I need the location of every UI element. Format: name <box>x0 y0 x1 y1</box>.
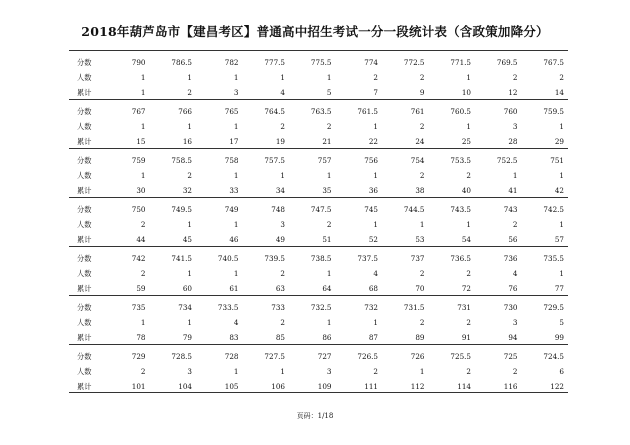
table-cell: 743 <box>503 205 518 214</box>
table-cell: 105 <box>224 382 239 391</box>
table-cell: 725 <box>503 352 518 361</box>
table-cell: 68 <box>368 284 378 293</box>
table-cell: 729.5 <box>543 303 564 312</box>
table-cell: 765 <box>224 107 239 116</box>
table-cell: 22 <box>368 137 378 146</box>
table-cell: 2 <box>280 269 285 278</box>
table-cell: 109 <box>317 382 332 391</box>
table-cell: 41 <box>508 186 518 195</box>
table-cell: 735 <box>131 303 146 312</box>
table-cell: 1 <box>326 269 332 278</box>
table-cell: 1 <box>419 220 425 229</box>
table-cell: 1 <box>559 171 564 180</box>
table-cell: 89 <box>415 333 425 342</box>
table-cell: 21 <box>322 137 332 146</box>
table-cell: 735.5 <box>543 254 564 263</box>
table-cell: 754 <box>410 156 425 165</box>
table-cell: 1 <box>466 220 471 229</box>
table-cell: 741.5 <box>171 254 192 263</box>
table-cell: 732 <box>364 303 378 312</box>
table-cell: 760.5 <box>450 107 471 116</box>
table-cell: 4 <box>373 269 378 278</box>
row-label: 人数 <box>77 170 92 180</box>
table-cell: 1 <box>466 73 471 82</box>
table-cell: 91 <box>461 333 471 342</box>
row-label: 人数 <box>77 317 92 327</box>
table-cell: 742 <box>131 254 146 263</box>
table-cell: 24 <box>415 137 425 146</box>
table-cell: 2 <box>419 318 425 327</box>
count-row <box>69 119 568 134</box>
table-cell: 763.5 <box>310 107 332 116</box>
table-cell: 738.5 <box>310 254 332 263</box>
row-label: 分数 <box>77 253 92 263</box>
table-cell: 101 <box>131 382 146 391</box>
table-cell: 767.5 <box>543 58 564 67</box>
table-cell: 2 <box>326 122 332 131</box>
table-cell: 2 <box>419 171 425 180</box>
table-cell: 761 <box>410 107 425 116</box>
table-cell: 1 <box>187 318 192 327</box>
table-cell: 724.5 <box>543 352 564 361</box>
table-cell: 5 <box>559 318 564 327</box>
table-cell: 733 <box>271 303 285 312</box>
table-cell: 727.5 <box>264 352 285 361</box>
table-cell: 1 <box>373 318 378 327</box>
row-label: 人数 <box>77 268 92 278</box>
table-cell: 2 <box>280 122 285 131</box>
table-cell: 122 <box>550 382 564 391</box>
table-cell: 29 <box>554 137 564 146</box>
score-row <box>69 104 568 119</box>
table-cell: 759.5 <box>543 107 564 116</box>
table-cell: 736.5 <box>450 254 471 263</box>
table-cell: 35 <box>322 186 332 195</box>
count-row <box>69 168 568 183</box>
table-cell: 32 <box>182 186 192 195</box>
table-cell: 86 <box>322 333 332 342</box>
table-cell: 1 <box>559 269 564 278</box>
table-cell: 742.5 <box>543 205 564 214</box>
table-cell: 758.5 <box>171 156 192 165</box>
table-cell: 3 <box>326 367 332 376</box>
table-cell: 116 <box>503 382 518 391</box>
table-cell: 731.5 <box>403 303 425 312</box>
page-number: 页码：1/18 <box>296 412 334 420</box>
table-cell: 4 <box>512 269 518 278</box>
table-block <box>69 148 568 197</box>
table-cell: 2 <box>326 220 332 229</box>
table-block <box>69 295 568 344</box>
table-cell: 751 <box>550 156 564 165</box>
table-cell: 15 <box>136 137 146 146</box>
table-cell: 766 <box>178 107 192 116</box>
table-cell: 1 <box>559 220 564 229</box>
table-cell: 112 <box>410 382 425 391</box>
table-cell: 61 <box>229 284 239 293</box>
table-cell: 1 <box>233 122 239 131</box>
table-cell: 729 <box>131 352 146 361</box>
cumulative-row <box>69 330 568 345</box>
table-cell: 2 <box>140 367 146 376</box>
table-block <box>69 246 568 295</box>
row-label: 累计 <box>77 283 92 293</box>
table-cell: 60 <box>182 284 192 293</box>
table-cell: 749.5 <box>171 205 192 214</box>
table-cell: 727 <box>317 352 332 361</box>
table-cell: 775.5 <box>310 58 332 67</box>
count-row <box>69 217 568 232</box>
row-label: 分数 <box>77 155 92 165</box>
table-cell: 2 <box>140 220 146 229</box>
table-cell: 10 <box>461 88 471 97</box>
table-cell: 3 <box>512 122 518 131</box>
table-cell: 782 <box>224 58 239 67</box>
table-cell: 726.5 <box>357 352 378 361</box>
table-cell: 1 <box>140 88 146 97</box>
score-row <box>69 300 568 315</box>
table-cell: 2 <box>512 73 518 82</box>
table-cell: 2 <box>373 73 378 82</box>
table-cell: 44 <box>136 235 146 244</box>
table-cell: 1 <box>233 269 239 278</box>
score-row <box>69 251 568 266</box>
table-cell: 1 <box>326 171 332 180</box>
table-cell: 2 <box>466 367 471 376</box>
table-cell: 4 <box>233 318 239 327</box>
table-cell: 36 <box>368 186 378 195</box>
row-label: 分数 <box>77 57 92 67</box>
table-cell: 76 <box>508 284 518 293</box>
table-cell: 731 <box>457 303 471 312</box>
table-cell: 1 <box>140 171 146 180</box>
table-cell: 70 <box>415 284 425 293</box>
table-cell: 772.5 <box>403 58 425 67</box>
table-block <box>69 344 568 393</box>
table-cell: 2 <box>187 88 192 97</box>
table-cell: 54 <box>461 235 471 244</box>
table-cell: 78 <box>136 333 146 342</box>
table-cell: 17 <box>229 137 239 146</box>
score-row <box>69 349 568 364</box>
table-cell: 750 <box>131 205 146 214</box>
table-cell: 64 <box>322 284 332 293</box>
cumulative-row <box>69 281 568 296</box>
table-cell: 30 <box>136 186 146 195</box>
table-cell: 1 <box>280 73 285 82</box>
table-cell: 57 <box>554 235 564 244</box>
table-cell: 111 <box>364 382 378 391</box>
table-cell: 736 <box>503 254 518 263</box>
table-cell: 748 <box>271 205 285 214</box>
table-cell: 733.5 <box>217 303 239 312</box>
table-cell: 1 <box>140 122 146 131</box>
score-row <box>69 202 568 217</box>
table-cell: 53 <box>415 235 425 244</box>
row-label: 累计 <box>77 381 92 391</box>
table-cell: 1 <box>187 269 192 278</box>
table-cell: 1 <box>187 73 192 82</box>
table-block <box>69 197 568 246</box>
table-cell: 3 <box>187 367 192 376</box>
row-label: 分数 <box>77 302 92 312</box>
table-cell: 2 <box>419 269 425 278</box>
table-cell: 106 <box>271 382 285 391</box>
table-cell: 45 <box>182 235 192 244</box>
table-cell: 2 <box>419 122 425 131</box>
table-cell: 1 <box>419 367 425 376</box>
table-cell: 2 <box>512 220 518 229</box>
table-cell: 753.5 <box>450 156 471 165</box>
table-cell: 9 <box>419 88 425 97</box>
table-cell: 28 <box>508 137 518 146</box>
table-cell: 737 <box>410 254 425 263</box>
table-cell: 99 <box>554 333 564 342</box>
table-cell: 49 <box>275 235 285 244</box>
table-cell: 1 <box>233 171 239 180</box>
table-cell: 2 <box>140 269 146 278</box>
table-cell: 728.5 <box>171 352 192 361</box>
score-row <box>69 153 568 168</box>
table-cell: 40 <box>461 186 471 195</box>
table-cell: 752.5 <box>496 156 518 165</box>
table-cell: 34 <box>275 186 285 195</box>
table-cell: 734 <box>178 303 192 312</box>
table-cell: 4 <box>280 88 285 97</box>
table-cell: 744.5 <box>403 205 425 214</box>
table-cell: 759 <box>131 156 146 165</box>
row-label: 人数 <box>77 72 92 82</box>
table-cell: 745 <box>364 205 378 214</box>
score-row <box>69 55 568 70</box>
cumulative-row <box>69 379 568 394</box>
cumulative-row <box>69 232 568 247</box>
table-cell: 1 <box>187 220 192 229</box>
table-cell: 739.5 <box>264 254 285 263</box>
table-cell: 1 <box>140 73 146 82</box>
table-cell: 1 <box>280 171 285 180</box>
table-cell: 85 <box>275 333 285 342</box>
table-cell: 2 <box>559 73 564 82</box>
table-cell: 756 <box>364 156 378 165</box>
table-cell: 1 <box>559 122 564 131</box>
row-label: 分数 <box>77 204 92 214</box>
cumulative-row <box>69 85 568 100</box>
table-cell: 786.5 <box>171 58 192 67</box>
table-cell: 63 <box>275 284 285 293</box>
table-cell: 1 <box>373 122 378 131</box>
row-label: 累计 <box>77 87 92 97</box>
table-cell: 737.5 <box>357 254 378 263</box>
row-label: 人数 <box>77 219 92 229</box>
table-cell: 52 <box>368 235 378 244</box>
table-cell: 7 <box>373 88 378 97</box>
table-cell: 728 <box>224 352 239 361</box>
table-cell: 2 <box>466 318 471 327</box>
table-cell: 1 <box>373 171 378 180</box>
table-cell: 771.5 <box>450 58 471 67</box>
table-cell: 777.5 <box>264 58 285 67</box>
table-cell: 1 <box>326 73 332 82</box>
table-cell: 77 <box>554 284 564 293</box>
table-cell: 3 <box>512 318 518 327</box>
table-cell: 72 <box>461 284 471 293</box>
table-cell: 1 <box>187 122 192 131</box>
table-cell: 56 <box>508 235 518 244</box>
count-row <box>69 266 568 281</box>
table-cell: 764.5 <box>264 107 285 116</box>
table-cell: 14 <box>554 88 564 97</box>
table-cell: 1 <box>140 318 146 327</box>
cumulative-row <box>69 134 568 149</box>
table-cell: 1 <box>512 171 518 180</box>
table-cell: 19 <box>275 137 285 146</box>
table-cell: 730 <box>503 303 518 312</box>
table-cell: 38 <box>415 186 425 195</box>
table-cell: 46 <box>229 235 239 244</box>
table-cell: 2 <box>373 367 378 376</box>
table-cell: 740.5 <box>217 254 239 263</box>
count-row <box>69 315 568 330</box>
table-cell: 1 <box>233 220 239 229</box>
table-cell: 747.5 <box>310 205 332 214</box>
table-cell: 2 <box>187 171 192 180</box>
table-cell: 6 <box>559 367 564 376</box>
count-row <box>69 364 568 379</box>
table-cell: 16 <box>182 137 192 146</box>
table-cell: 2 <box>512 367 518 376</box>
table-cell: 3 <box>233 88 239 97</box>
row-label: 累计 <box>77 234 92 244</box>
table-block <box>69 50 568 99</box>
score-distribution-table <box>69 50 568 393</box>
row-label: 累计 <box>77 185 92 195</box>
table-cell: 1 <box>466 122 471 131</box>
row-label: 累计 <box>77 136 92 146</box>
table-cell: 1 <box>326 318 332 327</box>
table-block <box>69 99 568 148</box>
table-cell: 51 <box>322 235 332 244</box>
table-cell: 725.5 <box>450 352 471 361</box>
row-label: 分数 <box>77 351 92 361</box>
table-cell: 760 <box>503 107 518 116</box>
table-cell: 42 <box>554 186 564 195</box>
table-cell: 25 <box>461 137 471 146</box>
table-cell: 1 <box>373 220 378 229</box>
row-label: 人数 <box>77 121 92 131</box>
table-cell: 2 <box>466 269 471 278</box>
table-cell: 790 <box>131 58 146 67</box>
row-label: 人数 <box>77 366 92 376</box>
table-cell: 2 <box>419 73 425 82</box>
table-cell: 767 <box>131 107 146 116</box>
table-cell: 732.5 <box>310 303 332 312</box>
table-cell: 769.5 <box>496 58 518 67</box>
table-cell: 726 <box>410 352 425 361</box>
cumulative-row <box>69 183 568 198</box>
table-cell: 12 <box>508 88 518 97</box>
table-cell: 2 <box>280 318 285 327</box>
table-cell: 87 <box>368 333 378 342</box>
table-cell: 743.5 <box>450 205 471 214</box>
table-cell: 749 <box>224 205 239 214</box>
table-cell: 83 <box>229 333 239 342</box>
table-cell: 758 <box>224 156 239 165</box>
table-cell: 94 <box>508 333 518 342</box>
table-cell: 33 <box>229 186 239 195</box>
row-label: 累计 <box>77 332 92 342</box>
table-cell: 1 <box>233 73 239 82</box>
table-cell: 5 <box>326 88 332 97</box>
table-cell: 761.5 <box>357 107 378 116</box>
row-label: 分数 <box>77 106 92 116</box>
table-cell: 774 <box>364 58 378 67</box>
table-cell: 79 <box>182 333 192 342</box>
table-cell: 757.5 <box>264 156 285 165</box>
table-cell: 757 <box>317 156 332 165</box>
page-title: 2018年葫芦岛市【建昌考区】普通高中招生考试一分一段统计表（含政策加降分） <box>81 24 549 39</box>
table-cell: 59 <box>136 284 146 293</box>
table-cell: 104 <box>178 382 192 391</box>
table-cell: 1 <box>233 367 239 376</box>
table-cell: 2 <box>466 171 471 180</box>
count-row <box>69 70 568 85</box>
table-cell: 114 <box>457 382 471 391</box>
table-cell: 1 <box>280 367 285 376</box>
table-cell: 3 <box>280 220 285 229</box>
